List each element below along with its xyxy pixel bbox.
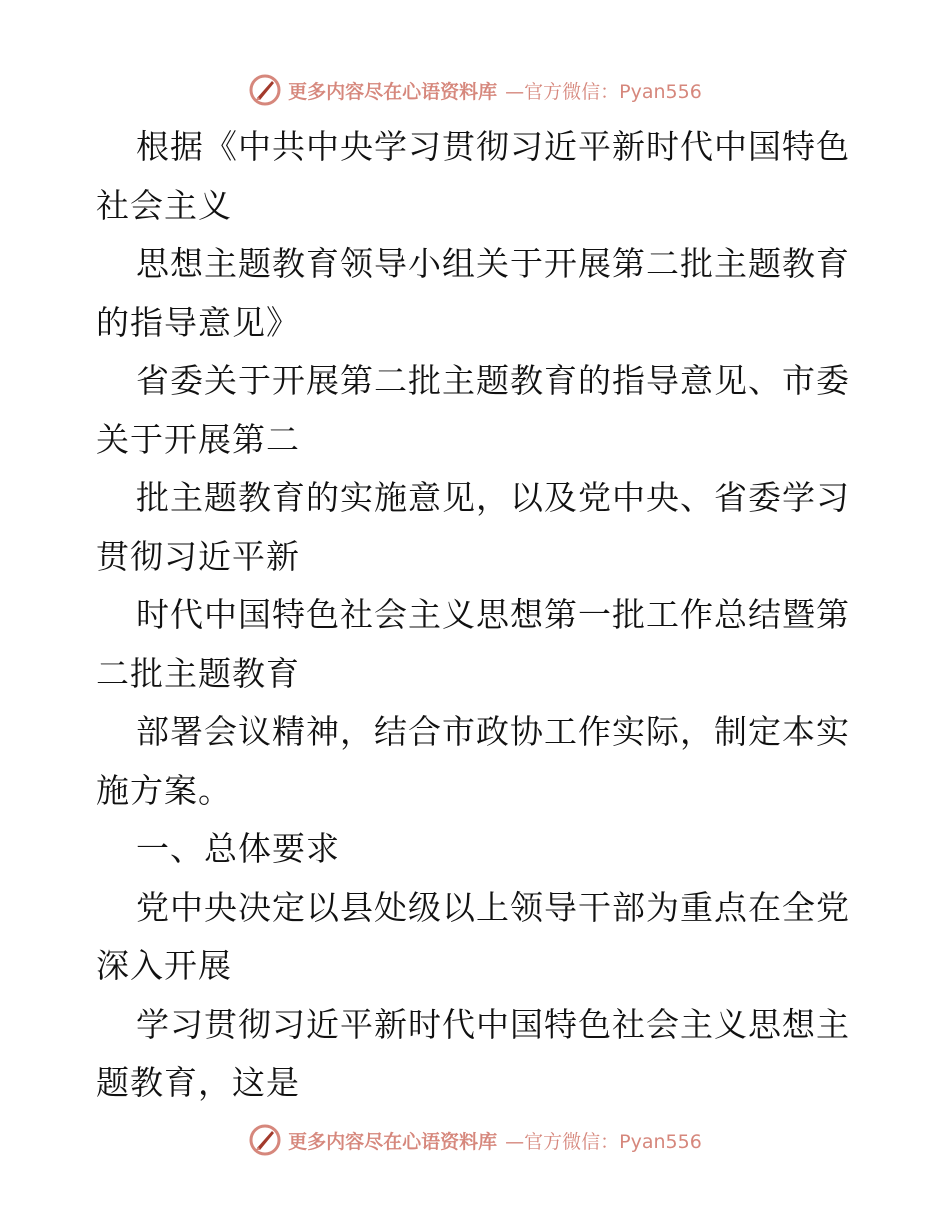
watermark-brand: 更多内容尽在心语资料库 xyxy=(288,80,498,103)
text-line: 贯彻习近平新 xyxy=(96,536,300,576)
watermark-contact: —官方微信：Pyan556 xyxy=(505,80,702,103)
watermark-contact: —官方微信：Pyan556 xyxy=(505,1130,702,1153)
text-line: 根据《中共中央学习贯彻习近平新时代中国特色 xyxy=(136,127,850,166)
section-heading: 一、总体要求 xyxy=(136,829,340,868)
header-watermark xyxy=(0,70,950,110)
text-line: 党中央决定以县处级以上领导干部为重点在全党 xyxy=(136,887,850,927)
document-body xyxy=(96,118,856,1113)
text-line: 学习贯彻习近平新时代中国特色社会主义思想主 xyxy=(136,1004,850,1044)
text-line: 深入开展 xyxy=(96,946,232,985)
text-line: 批主题教育的实施意见，以及党中央、省委学习 xyxy=(136,478,850,517)
text-line: 社会主义 xyxy=(96,185,232,225)
footer-watermark xyxy=(0,1120,950,1160)
text-line: 关于开展第二 xyxy=(96,419,300,459)
text-line: 题教育，这是 xyxy=(96,1063,300,1102)
text-line: 思想主题教育领导小组关于开展第二批主题教育 xyxy=(136,244,850,283)
quill-logo-icon xyxy=(248,1123,282,1157)
text-line: 部署会议精神，结合市政协工作实际，制定本实 xyxy=(136,712,850,751)
text-line: 施方案。 xyxy=(96,770,232,810)
text-line: 的指导意见》 xyxy=(96,302,300,342)
text-line: 省委关于开展第二批主题教育的指导意见、市委 xyxy=(136,361,850,400)
watermark-brand: 更多内容尽在心语资料库 xyxy=(288,1130,498,1153)
quill-logo-icon xyxy=(248,73,282,107)
text-line: 二批主题教育 xyxy=(96,653,300,693)
text-line: 时代中国特色社会主义思想第一批工作总结暨第 xyxy=(136,595,850,634)
